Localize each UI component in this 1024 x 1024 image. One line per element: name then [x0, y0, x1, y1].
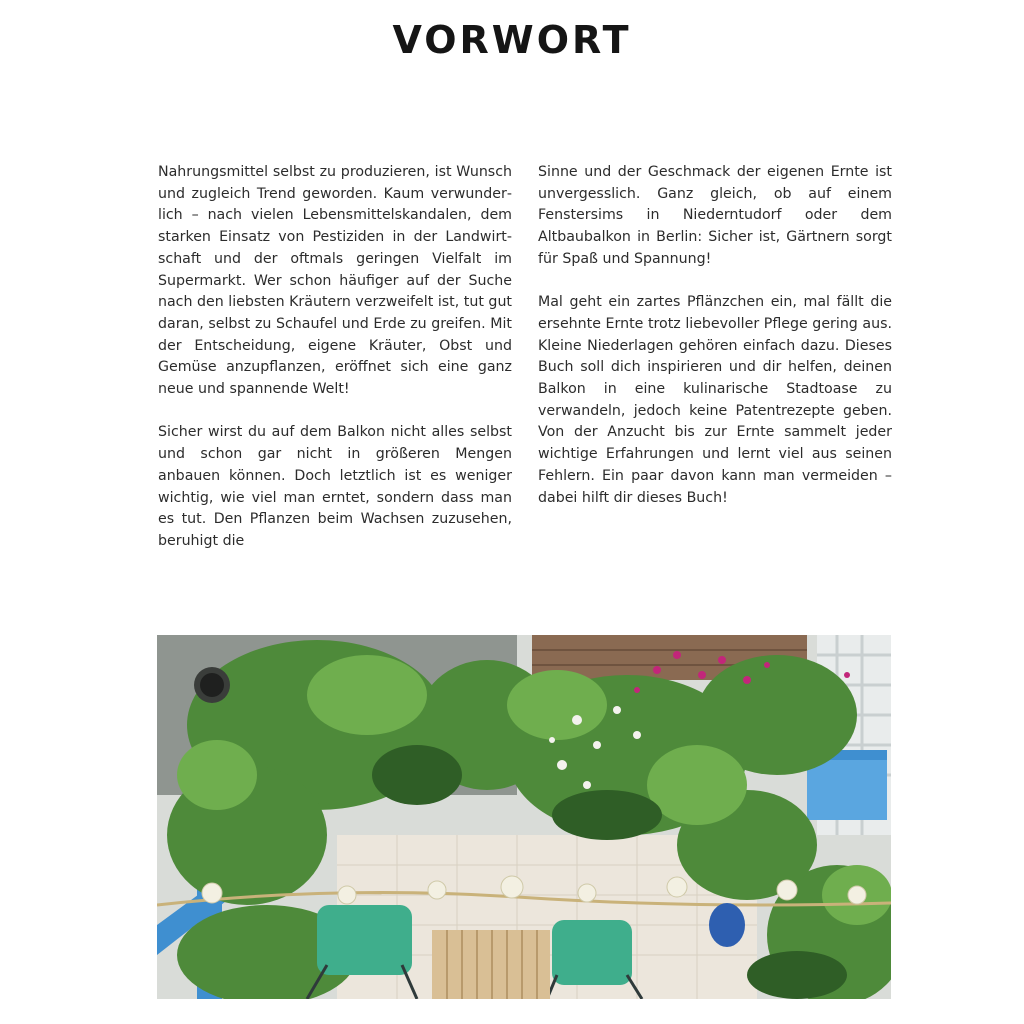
text-column-left: [158, 162, 512, 574]
text-column-right: [538, 162, 892, 531]
paragraph: Mal geht ein zartes Pflänzchen ein, mal fällt die ersehnte Ernte trotz liebevoller Pflege gering aus. Kleine Niederlagen gehören einfach dazu. Dieses Buch soll dich inspirieren und dir helfen, deinen Balkon in eine kulinarische Stadtoase zu verwandeln, jedoch keine Patentrezepte geben. Von der Anzucht bis zur Ernte sammelt jeder wichtige Erfahrungen und lernt viel aus seinen Fehlern. Ein paar davon kann man vermeiden – dabei hilft dir dieses Buch!: [538, 294, 892, 506]
paragraph: Nahrungsmittel selbst zu produzieren, ist Wunsch und zugleich Trend geworden. Kaum verwunderlich – nach vielen Lebensmittelskandalen, dem starken Einsatz von Pestiziden in der Landwirtschaft und der oftmals geringen Vielfalt im Supermarkt. Wer schon häufiger auf der Suche nach den liebsten Kräutern verzweifelt ist, tut gut daran, selbst zu Schaufel und Erde zu greifen. Mit der Entscheidung, eigene Kräuter, Obst und Gemüse anzupflanzen, eröffnet sich eine ganz neue und spannende Welt!: [158, 164, 512, 398]
paragraph: Sicher wirst du auf dem Balkon nicht alles selbst und schon gar nicht in größeren Mengen anbauen können. Doch letztlich ist es weniger wichtig, wie viel man erntet, sondern dass man es tut. Den Pflanzen beim Wachsen zuzusehen, beruhigt die: [158, 424, 512, 549]
page-title: VORWORT: [392, 18, 632, 62]
balcony-garden-photo: [157, 635, 891, 999]
paragraph: Sinne und der Geschmack der eigenen Ernte ist unvergesslich. Ganz gleich, ob auf einem Fenstersims in Niederntudorf oder dem Altbaubalkon in Berlin: Sicher ist, Gärtnern sorgt für Spaß und Spannung!: [538, 164, 892, 267]
